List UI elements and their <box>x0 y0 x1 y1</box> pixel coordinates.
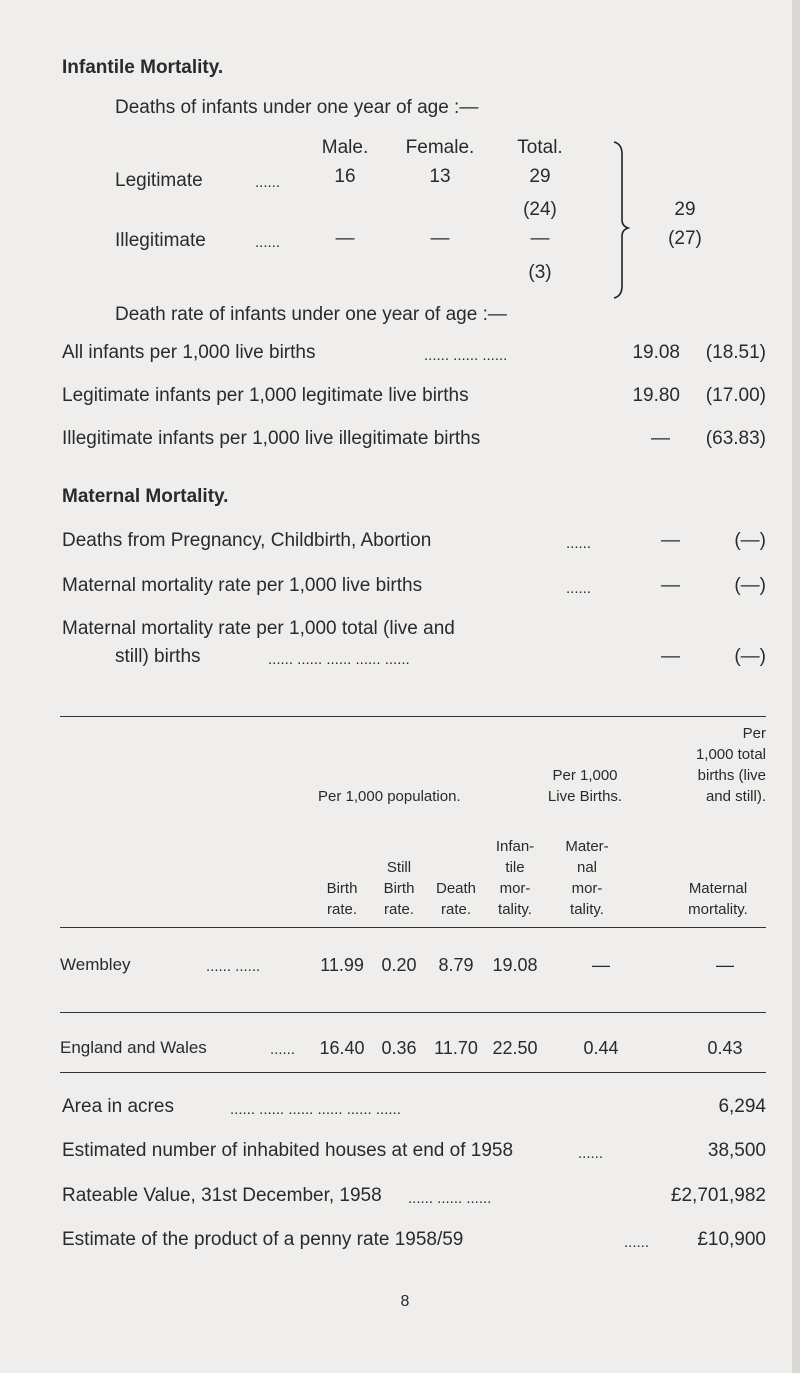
maternal-rate-label: Maternal mortality rate per 1,000 live births <box>62 575 423 596</box>
rate-legit-value: 19.80 <box>632 385 680 406</box>
deaths-intro: Deaths of infants under one year of age :— <box>115 97 479 118</box>
summary-dots: ...... <box>578 1145 604 1162</box>
grouping-brace <box>600 140 640 300</box>
illegit-female: — <box>430 228 450 249</box>
col-maternal-2: nal <box>576 859 598 876</box>
cell-maternal-mortality-total: — <box>716 955 734 975</box>
cell-maternal-mortality-total: 0.43 <box>707 1038 743 1058</box>
maternal-deaths-label: Deaths from Pregnancy, Childbirth, Abortion <box>62 530 432 551</box>
maternal-deaths-value: — <box>661 530 680 551</box>
table-bottom-rule <box>60 1072 766 1073</box>
row-label: Wembley <box>60 955 131 974</box>
col-female: Female. <box>405 137 475 158</box>
legit-male: 16 <box>334 166 356 187</box>
col-infant-4: tality. <box>498 901 532 918</box>
maternal-rate-dots: ...... <box>566 580 592 597</box>
group-total-4: and still). <box>705 788 766 805</box>
illegit-dots: ...... <box>255 234 281 251</box>
maternal-total-prev: (—) <box>734 646 766 667</box>
infantile-heading: Infantile Mortality. <box>62 57 224 78</box>
maternal-total-dots: ...... ...... ...... ...... ...... <box>268 651 410 668</box>
col-maternal-3: mor- <box>571 880 603 897</box>
page-number: 8 <box>400 1293 410 1310</box>
col-infant-2: tile <box>505 859 525 876</box>
col-infant-1: Infan- <box>495 838 535 855</box>
summary-value: £2,701,982 <box>670 1185 766 1206</box>
illegit-total: — <box>530 228 550 249</box>
rate-all-value: 19.08 <box>632 342 680 363</box>
col-maternal-mortality-2: mortality. <box>688 901 748 918</box>
cell-still-birth-rate: 0.20 <box>381 955 417 975</box>
maternal-rate-prev: (—) <box>734 575 766 596</box>
grand-prev: (27) <box>668 228 702 249</box>
col-male: Male. <box>321 137 369 158</box>
summary-dots: ...... ...... ...... ...... ...... ...... <box>230 1101 401 1118</box>
table-header-rule <box>60 927 766 928</box>
summary-dots: ...... ...... ...... <box>408 1190 492 1207</box>
cell-death-rate: 11.70 <box>434 1038 478 1058</box>
cell-infantile-mortality: 19.08 <box>492 955 538 975</box>
illegit-prev: (3) <box>528 262 552 283</box>
maternal-deaths-dots: ...... <box>566 535 592 552</box>
col-maternal-mortality-1: Maternal <box>688 880 748 897</box>
rate-illegit-value: — <box>651 428 670 449</box>
col-still-2: Birth <box>383 880 415 897</box>
summary-label: Estimated number of inhabited houses at end of 1958 <box>62 1140 514 1161</box>
summary-label: Rateable Value, 31st December, 1958 <box>62 1185 382 1206</box>
grand-total: 29 <box>674 199 696 220</box>
col-birth-1: Birth <box>326 880 358 897</box>
group-total-3: births (live <box>697 767 766 784</box>
rate-all-label: All infants per 1,000 live births <box>62 342 316 363</box>
cell-maternal-mortality: 0.44 <box>583 1038 619 1058</box>
legit-prev: (24) <box>523 199 557 220</box>
col-maternal-1: Mater- <box>565 838 609 855</box>
maternal-rate-value: — <box>661 575 680 596</box>
col-total: Total. <box>517 137 563 158</box>
cell-infantile-mortality: 22.50 <box>492 1038 538 1058</box>
col-death-2: rate. <box>440 901 471 918</box>
table-top-rule <box>60 716 766 717</box>
summary-dots: ...... <box>624 1234 650 1251</box>
group-live-2: Live Births. <box>547 788 623 805</box>
rate-intro: Death rate of infants under one year of age :— <box>115 304 507 325</box>
rate-all-prev: (18.51) <box>705 342 766 363</box>
rate-all-dots: ...... ...... ...... <box>424 347 508 364</box>
summary-value: 38,500 <box>707 1140 766 1161</box>
cell-maternal-mortality: — <box>592 955 610 975</box>
col-still-1: Still <box>386 859 412 876</box>
col-maternal-4: tality. <box>570 901 604 918</box>
row-dots: ...... ...... <box>206 958 261 975</box>
page-edge-shadow <box>792 0 800 1373</box>
group-total-1: Per <box>742 725 766 742</box>
maternal-total-label-2: still) births <box>115 646 201 667</box>
maternal-deaths-prev: (—) <box>734 530 766 551</box>
cell-birth-rate: 11.99 <box>320 955 364 975</box>
cell-still-birth-rate: 0.36 <box>381 1038 417 1058</box>
col-death-1: Death <box>435 880 477 897</box>
legit-female: 13 <box>429 166 451 187</box>
row-label: England and Wales <box>60 1038 207 1057</box>
summary-value: 6,294 <box>718 1096 766 1117</box>
illegit-label: Illegitimate <box>115 230 206 251</box>
summary-label: Estimate of the product of a penny rate 1958/59 <box>62 1229 464 1250</box>
illegit-male: — <box>335 228 355 249</box>
rate-legit-label: Legitimate infants per 1,000 legitimate live births <box>62 385 469 406</box>
legit-total: 29 <box>529 166 551 187</box>
maternal-total-value: — <box>661 646 680 667</box>
rate-illegit-label: Illegitimate infants per 1,000 live illegitimate births <box>62 428 481 449</box>
col-infant-3: mor- <box>499 880 531 897</box>
maternal-heading: Maternal Mortality. <box>62 486 229 507</box>
legit-dots: ...... <box>255 174 281 191</box>
group-pop: Per 1,000 population. <box>318 788 461 805</box>
rate-illegit-prev: (63.83) <box>705 428 766 449</box>
maternal-total-label-1: Maternal mortality rate per 1,000 total (live and <box>62 618 455 639</box>
rate-legit-prev: (17.00) <box>705 385 766 406</box>
col-still-3: rate. <box>383 901 414 918</box>
legit-label: Legitimate <box>115 170 203 191</box>
summary-value: £10,900 <box>697 1229 766 1250</box>
col-birth-2: rate. <box>326 901 357 918</box>
row-dots: ...... <box>270 1041 296 1058</box>
table-row-rule <box>60 1012 766 1013</box>
group-total-2: 1,000 total <box>695 746 766 763</box>
cell-birth-rate: 16.40 <box>319 1038 365 1058</box>
summary-label: Area in acres <box>62 1096 174 1117</box>
cell-death-rate: 8.79 <box>438 955 474 975</box>
group-live-1: Per 1,000 <box>552 767 618 784</box>
